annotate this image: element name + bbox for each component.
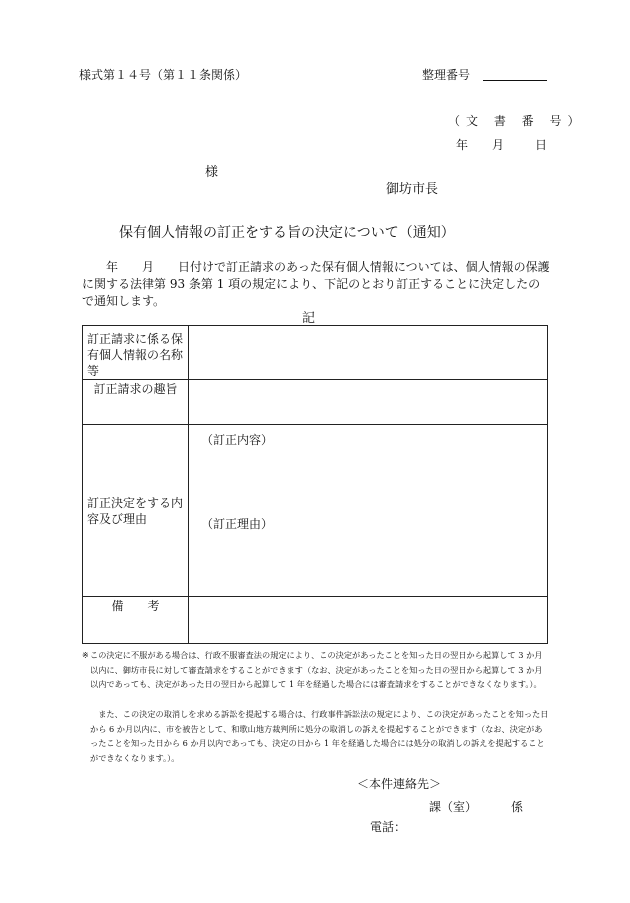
remarks-label: 備 考 — [111, 599, 160, 613]
table-row — [83, 597, 548, 644]
date-year: 年 — [456, 138, 469, 152]
correction-content-label: （訂正内容） — [201, 433, 274, 447]
contact-unit: 係 — [511, 800, 524, 814]
table-row — [83, 326, 548, 380]
table-row — [83, 380, 548, 425]
table-label-cell — [83, 425, 189, 597]
reference-number-label: 整理番号 — [422, 68, 471, 82]
remarks-value — [189, 597, 548, 644]
form-number-label: 様式第１４号（第１１条関係） — [79, 68, 248, 82]
contact-section: 課（室） — [429, 800, 478, 814]
reference-number-underline — [483, 80, 547, 81]
appeal-note — [82, 648, 550, 692]
note-mark: ※ — [82, 650, 89, 660]
info-name-label: 訂正請求に係る保有個人情報の名称等 — [87, 332, 184, 378]
recipient-honorific: 様 — [205, 165, 219, 180]
decision-content-label: 訂正決定をする内容及び理由 — [87, 495, 184, 526]
table-row — [83, 425, 548, 597]
lawsuit-note: また、この決定の取消しを求める訴訟を提起する場合は、行政事件訴訟法の規定により、この決定があったことを知った日から 6 か月以内に、市を被告として、和歌山地方裁判所に処分の取消しの訴えを提起することができます（なお、決定があったことを知った日から 6 か月以内であっても、決定の日から 1 年を経過した場合には処分の取消しの訴えを提起することができなくなります。）。 — [90, 709, 549, 763]
request-purpose-label: 訂正請求の趣旨 — [93, 382, 178, 396]
sender-name: 御坊市長 — [386, 182, 439, 197]
request-purpose-value — [189, 380, 548, 425]
appeal-note-text: この決定に不服がある場合は、行政不服審査法の規定により、この決定があったことを知った日の翌日から起算して 3 か月以内に、御坊市長に対して審査請求をすることができます（なお、決定があったことを知った日の翌日から起算して 3 か月以内であっても、決定があった日の翌日から起算して 1 年を経過した場合には審査請求をすることができなくなります。）。 — [90, 650, 543, 689]
date-month: 月 — [492, 138, 505, 152]
notice-body: 年 月 日付けで訂正請求のあった保有個人情報については、個人情報の保護に関する法律第 93 条第 1 項の規定により、下記のとおり訂正することに決定したので通知します。 — [82, 260, 550, 308]
table-label-cell — [83, 380, 189, 425]
table-label-cell — [83, 597, 189, 644]
document-number: （文 書 番 号） — [448, 114, 586, 128]
contact-phone: 電話： — [370, 820, 407, 834]
contact-heading: ＜本件連絡先＞ — [357, 777, 442, 791]
decision-table — [82, 325, 548, 644]
info-name-value — [189, 326, 548, 380]
table-label-cell — [83, 326, 189, 380]
document-title: 保有個人情報の訂正をする旨の決定について（通知） — [119, 225, 455, 241]
decision-content-value — [189, 425, 548, 597]
correction-reason-label: （訂正理由） — [201, 517, 274, 531]
date-day: 日 — [535, 138, 548, 152]
ki-heading: 記 — [302, 311, 316, 326]
